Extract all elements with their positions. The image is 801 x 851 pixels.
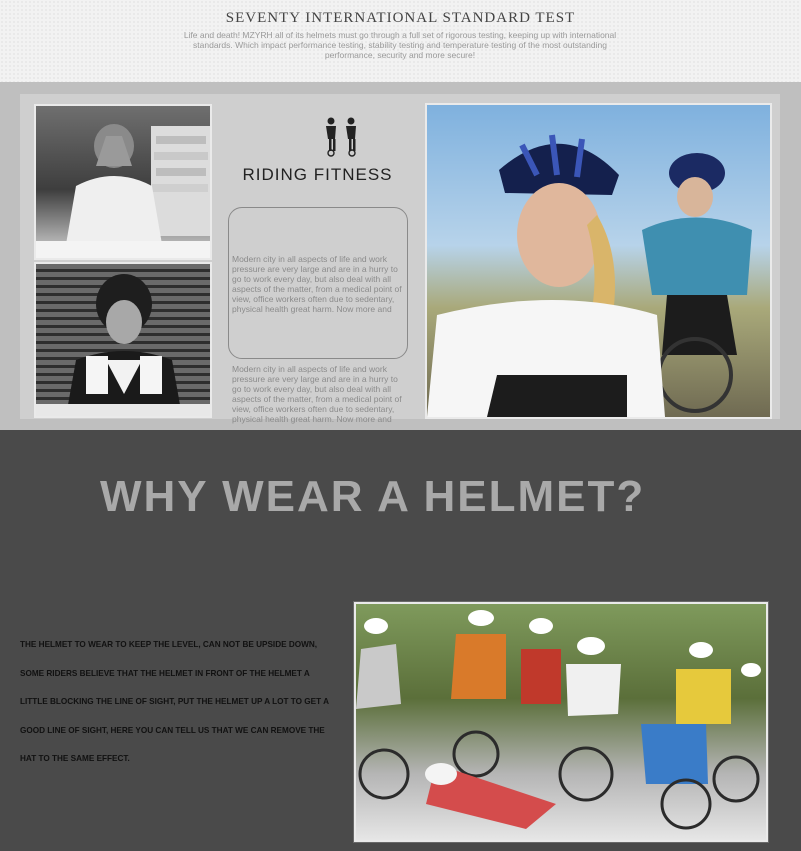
stressed-woman-photo (34, 262, 212, 418)
fitness-paragraph-1: Modern city in all aspects of life and work pressure are very large and are in a hurry to go to work every day, but also deal with all aspects of the matter, from a medical point of view, office workers often due to sedentary, physical health great harm. Now more and (232, 254, 402, 314)
bike-race-crash-illustration (356, 604, 766, 840)
page-subtitle: Life and death! MZYRH all of its helmets must go through a full set of rigorous testing, keeping up with international standards. Which impact performance testing, stability testing and temperature testing of the most outstanding performance, security and more secure! (183, 30, 617, 60)
fitness-paragraph-2: Modern city in all aspects of life and work pressure are very large and are in a hurry to go to work every day, but also deal with all aspects of the matter, from a medical point of view, office workers often due to sedentary, physical health great harm. Now more and (232, 364, 402, 424)
helmet-body-text: THE HELMET TO WEAR TO KEEP THE LEVEL, CAN NOT BE UPSIDE DOWN, SOME RIDERS BELIEVE THAT THE HELMET IN FRONT OF THE HELMET A LITTLE BLOCKING THE LINE OF SIGHT, PUT THE HELMET UP A LOT TO GET A GOOD LINE OF SIGHT, HERE YOU CAN TELL US THAT WE CAN REMOVE THE HAT TO THE SAME EFFECT. (20, 640, 329, 763)
stressed-woman-illustration (36, 264, 210, 416)
cyclists-icon (320, 117, 362, 157)
smiling-cyclist-photo (425, 103, 772, 419)
bike-race-crash-photo (354, 602, 768, 842)
stressed-man-illustration (36, 106, 210, 258)
stressed-man-photo (34, 104, 212, 260)
riding-fitness-title: RIDING FITNESS (242, 165, 393, 184)
why-helmet-title: WHY WEAR A HELMET? (100, 472, 646, 521)
page-title: SEVENTY INTERNATIONAL STANDARD TEST (225, 10, 576, 26)
smiling-cyclist-illustration (427, 105, 770, 417)
